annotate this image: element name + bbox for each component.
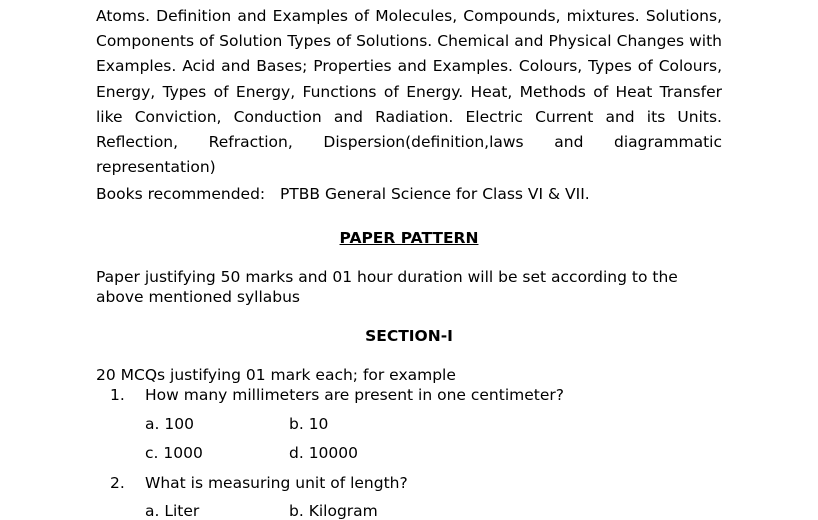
question-number: 1. xyxy=(110,386,125,404)
question-text: How many millimeters are present in one centimeter? xyxy=(145,386,564,404)
question-number: 2. xyxy=(110,474,125,492)
option: a. 100 xyxy=(145,415,194,433)
syllabus-block xyxy=(96,0,722,176)
paper-pattern-heading: PAPER PATTERN xyxy=(339,229,479,247)
option: d. 10000 xyxy=(289,444,359,462)
syllabus-text: Atoms. Definition and Examples of Molecules, Compounds, mixtures. Solutions, Components of Solution Types of Solutions. Chemical and Physical Changes with Examples. Acid and Bases; Properties and Examples. Colours, Types of Colours, Energy, Types of Energy, Functions of Energy. Heat, Methods of Heat Transfer like Conviction, Conduction and Radiation. Electric Current and its Units. Reflection, Refraction, Dispersion(definition,laws and diagrammatic representation) xyxy=(96,7,722,177)
option: c. 1000 xyxy=(145,444,203,462)
option: b. Kilogram xyxy=(289,502,378,520)
option: b. 10 xyxy=(289,415,329,433)
books-label: Books recommended: xyxy=(96,185,266,203)
option: a. Liter xyxy=(145,502,200,520)
section-heading: SECTION-I xyxy=(365,327,453,345)
mcq-intro: 20 MCQs justifying 01 mark each; for example xyxy=(96,366,456,384)
books-value: PTBB General Science for Class VI & VII. xyxy=(279,185,590,203)
question-text: What is measuring unit of length? xyxy=(145,474,408,492)
books-recommended xyxy=(96,183,590,205)
paper-pattern-text: Paper justifying 50 marks and 01 hour duration will be set according to the above mentioned syllabus xyxy=(96,268,678,306)
